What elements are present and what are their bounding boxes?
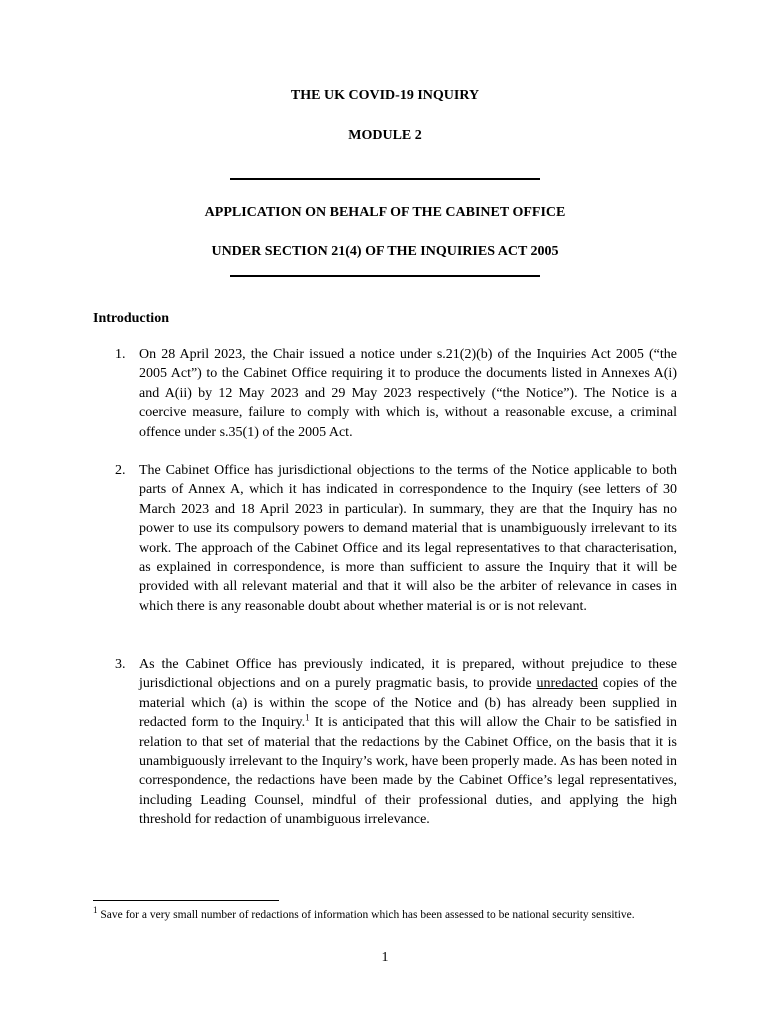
paragraph-number: 2. [115,463,126,478]
paragraph-text: On 28 April 2023, the Chair issued a notice under s.21(2)(b) of the Inquiries Act 2005 (“the 2005 Act”) to the Cabinet Office requiring it to produce the documents listed in Annexes A(i) and A(ii) by 12 May 2023 and 29 May 2023 respectively (“the Notice”). The Notice is a coercive measure, failure to comply with which is, without a reasonable excuse, a criminal offence under s.35(1) of the 2005 Act. [139,347,677,440]
paragraph-3 [93,655,677,830]
footnote-separator [93,900,279,901]
footnote-number: 1 [93,905,98,916]
page-number: 1 [381,950,389,965]
paragraph-text: The Cabinet Office has jurisdictional objections to the terms of the Notice applicable to both parts of Annex A, which it has indicated in correspondence to the Inquiry (see letters of 30 March 2023 and 18 April 2023 in particular). In summary, they are that the Inquiry has no power to use its compulsory powers to demand material that is unambiguously irrelevant to its work. The approach of the Cabinet Office and its legal representatives to that characterisation, as explained in correspondence, is more than sufficient to assure the Inquiry that it will be provided with all relevant material and that it will also be the arbiter of relevance in cases in which there is any reasonable doubt about whether material is or is not relevant. [139,463,677,614]
title-rule-top [230,178,540,180]
paragraph-number: 3. [115,657,126,672]
title-rule-bottom [230,275,540,277]
footnote-text: Save for a very small number of redactions of information which has been assessed to be national security sensitive. [97,909,635,921]
paragraph-1 [93,345,677,442]
inquiry-title: THE UK COVID-19 INQUIRY [290,88,480,103]
paragraph-number: 1. [115,347,126,362]
paragraph-2 [93,461,677,616]
introduction-heading: Introduction [93,311,169,326]
paragraph-text-part: It is anticipated that this will allow the Chair to be satisfied in relation to that set of material that the redactions by the Cabinet Office, on the basis that it is unambiguously irrelevant to the Inquiry’s work, have been properly made. As has been noted in correspondence, the redactions have been made by the Cabinet Office’s legal representatives, including Leading Counsel, mindful of their professional duties, and applying the high threshold for redaction of unambiguous irrelevance. [139,715,677,828]
application-title: APPLICATION ON BEHALF OF THE CABINET OFFICE [204,205,566,220]
module-title: MODULE 2 [348,128,422,143]
footnote-reference[interactable]: 1 [305,712,310,723]
paragraph-text [139,655,677,830]
footnote [93,905,677,923]
paragraph-text-part: copies of the material which (a) is within the scope of the Notice and (b) has already been supplied in redacted form to the Inquiry. [139,676,677,731]
paragraph-text-part: As the Cabinet Office has previously indicated, it is prepared, without prejudice to these jurisdictional objections and on a purely pragmatic basis, to provide [139,657,677,692]
section-title: UNDER SECTION 21(4) OF THE INQUIRIES ACT 2005 [211,244,559,259]
underlined-word: unredacted [536,676,598,692]
